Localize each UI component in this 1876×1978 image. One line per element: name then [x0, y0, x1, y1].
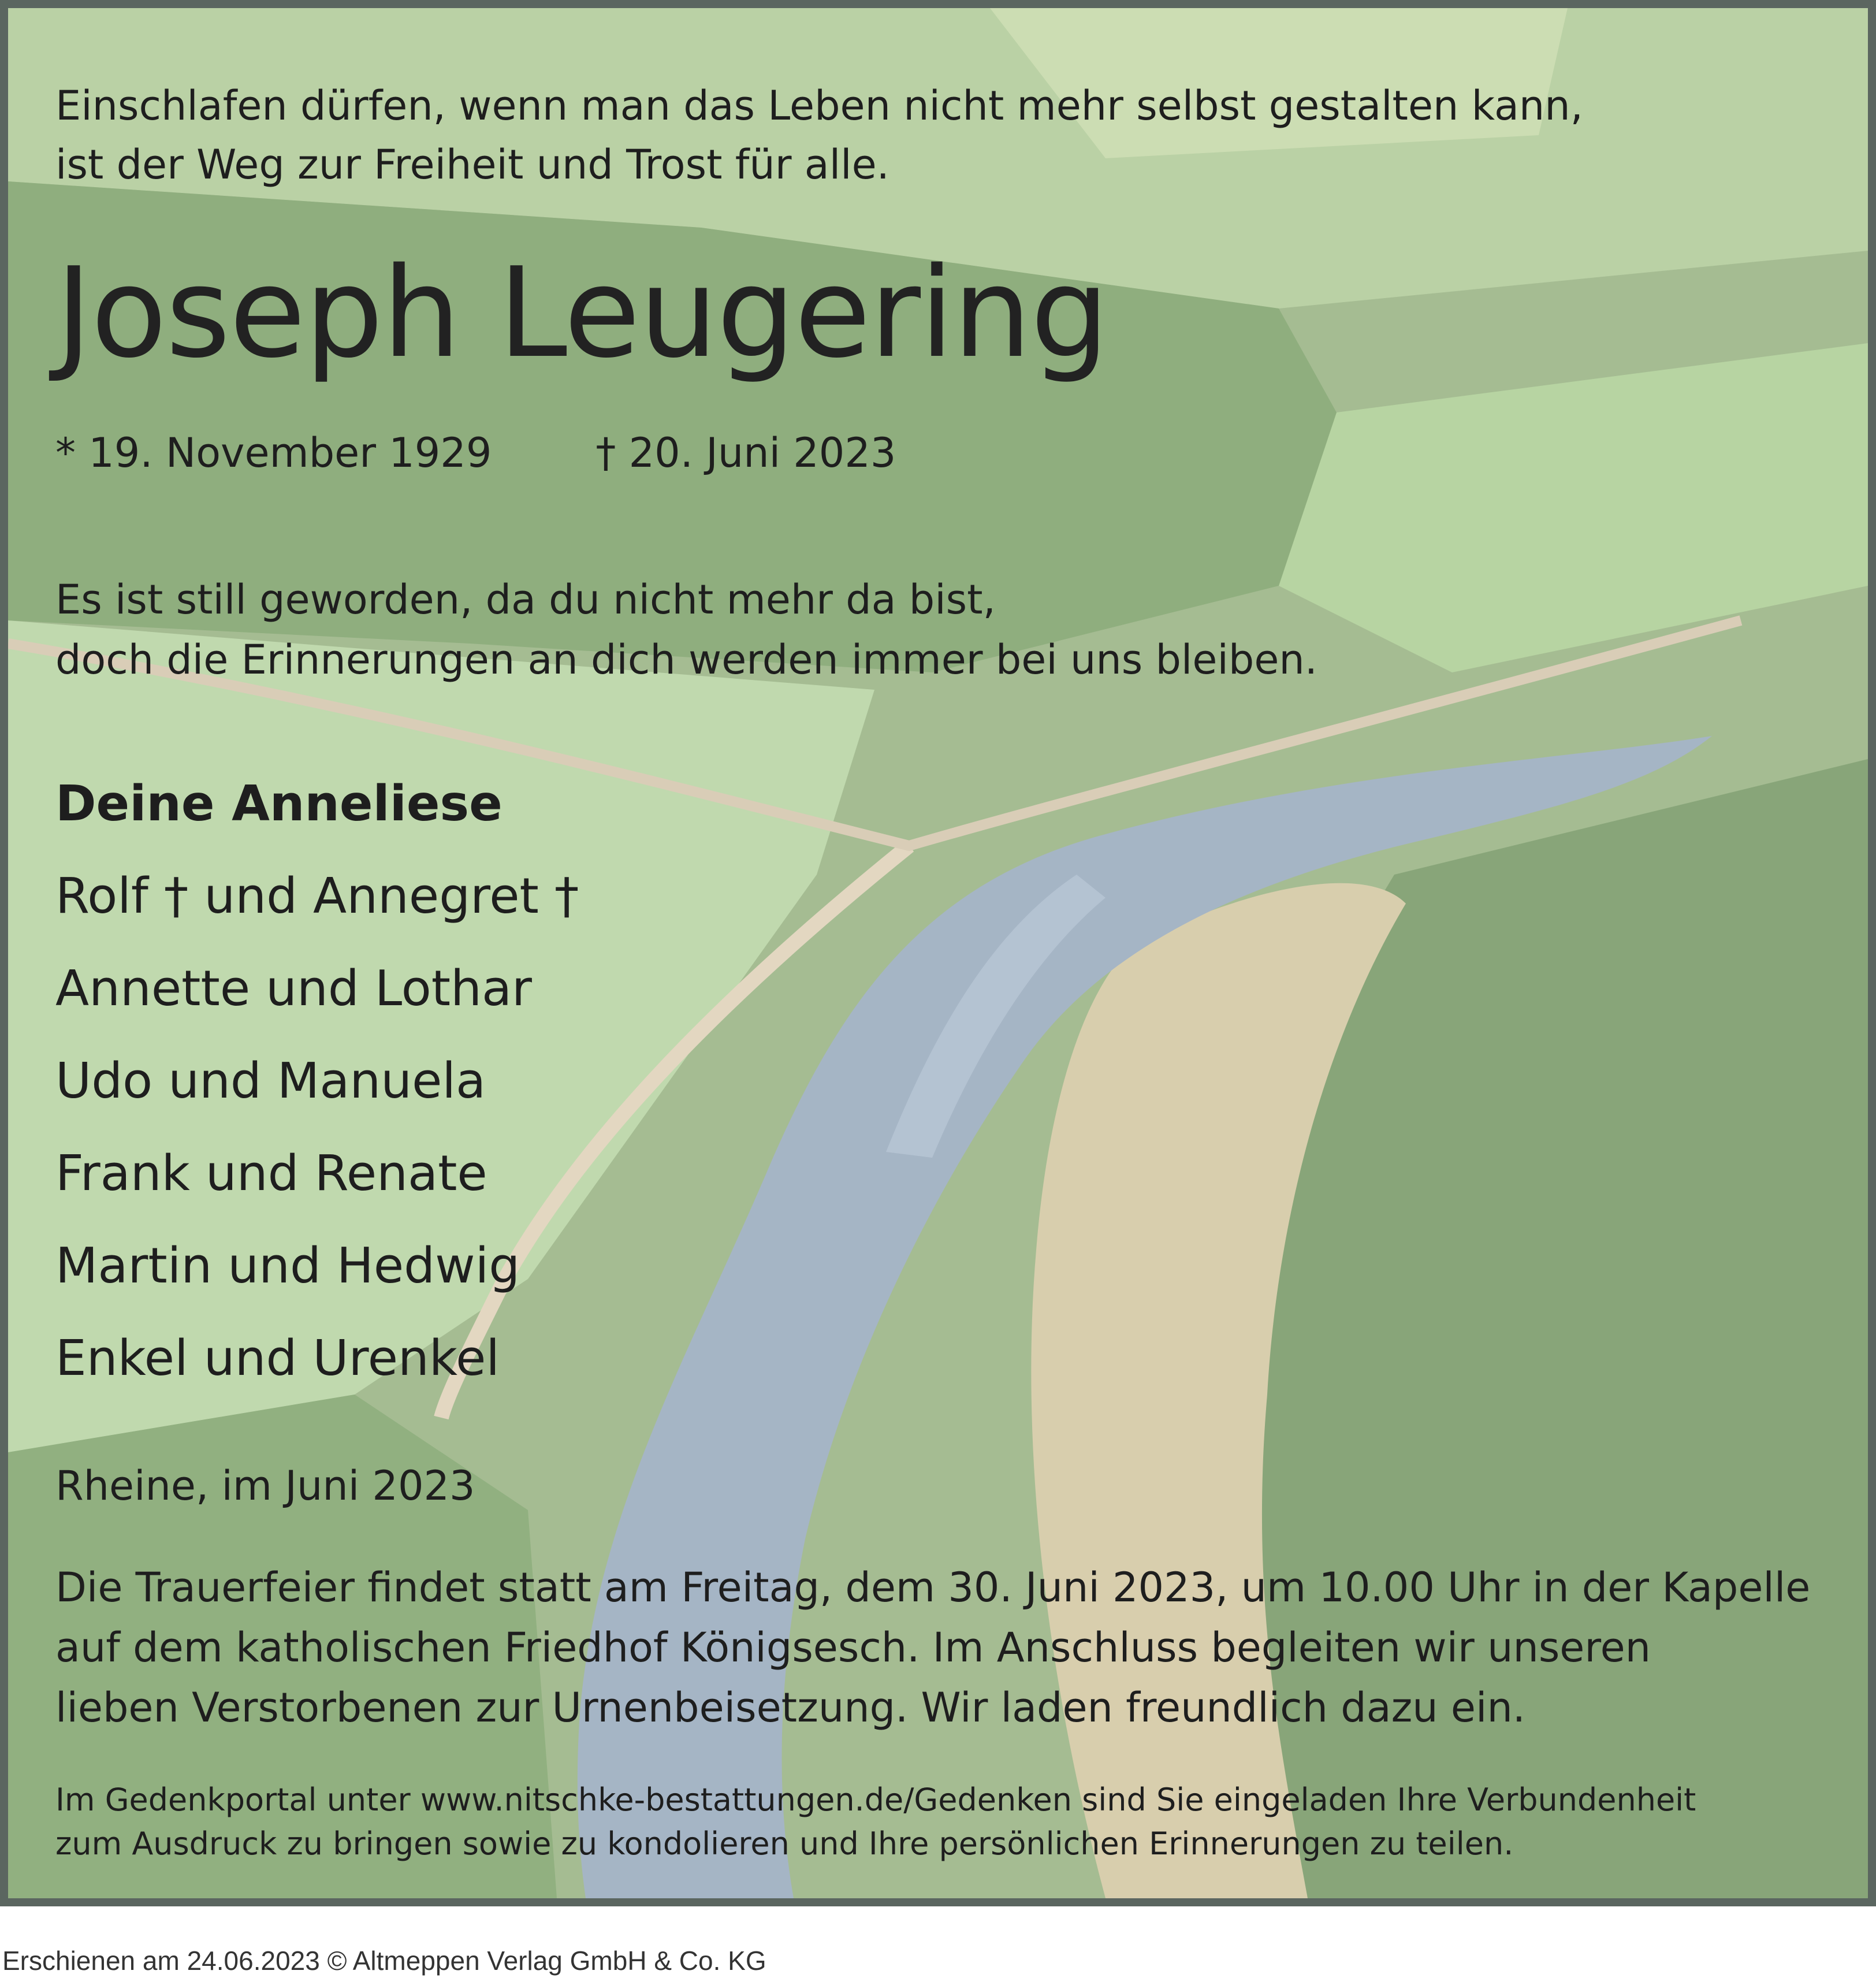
- memorial-verse: [55, 570, 1317, 690]
- publication-footer: Erschienen am 24.06.2023 © Altmeppen Verlag GmbH & Co. KG: [2, 1946, 766, 1976]
- life-dates: [55, 424, 896, 482]
- motto-line: ist der Weg zur Freiheit und Trost für alle.: [55, 141, 889, 188]
- mourner-entry: Frank und Renate: [55, 1145, 487, 1202]
- birth-date: * 19. November 1929: [55, 429, 492, 477]
- mourner-spouse: Deine Anneliese: [55, 775, 502, 832]
- death-date: † 20. Juni 2023: [595, 429, 896, 477]
- mourner-entry: Annette und Lothar: [55, 960, 532, 1017]
- service-line: Die Trauerfeier findet statt am Freitag, dem 30. Juni 2023, um 10.00 Uhr in der Kapelle: [55, 1564, 1811, 1611]
- place-and-date: Rheine, im Juni 2023: [55, 1462, 475, 1509]
- service-line: auf dem katholischen Friedhof Königsesch. Im Anschluss begleiten wir unseren: [55, 1624, 1651, 1671]
- funeral-service-details: [55, 1557, 1810, 1738]
- portal-line: zum Ausdruck zu bringen sowie zu kondolieren und Ihre persönlichen Erinnerungen zu teilen.: [55, 1825, 1514, 1862]
- mourner-entry: Udo und Manuela: [55, 1053, 486, 1110]
- verse-line: Es ist still geworden, da du nicht mehr da bist,: [55, 576, 996, 623]
- mourner-entry: Rolf † und Annegret †: [55, 868, 579, 925]
- verse-line: doch die Erinnerungen an dich werden immer bei uns bleiben.: [55, 636, 1318, 683]
- mourners-list: [55, 758, 579, 1405]
- service-line: lieben Verstorbenen zur Urnenbeisetzung. Wir laden freundlich dazu ein.: [55, 1684, 1526, 1731]
- portal-line: Im Gedenkportal unter www.nitschke-bestattungen.de/Gedenken sind Sie eingeladen Ihre Verbundenheit: [55, 1782, 1696, 1818]
- deceased-name: Joseph Leugering: [55, 240, 1108, 385]
- motto-line: Einschlafen dürfen, wenn man das Leben nicht mehr selbst gestalten kann,: [55, 82, 1583, 129]
- motto-text: [55, 76, 1583, 194]
- mourner-entry: Enkel und Urenkel: [55, 1330, 500, 1387]
- memorial-portal-note: [55, 1778, 1696, 1866]
- mourner-entry: Martin und Hedwig: [55, 1237, 520, 1295]
